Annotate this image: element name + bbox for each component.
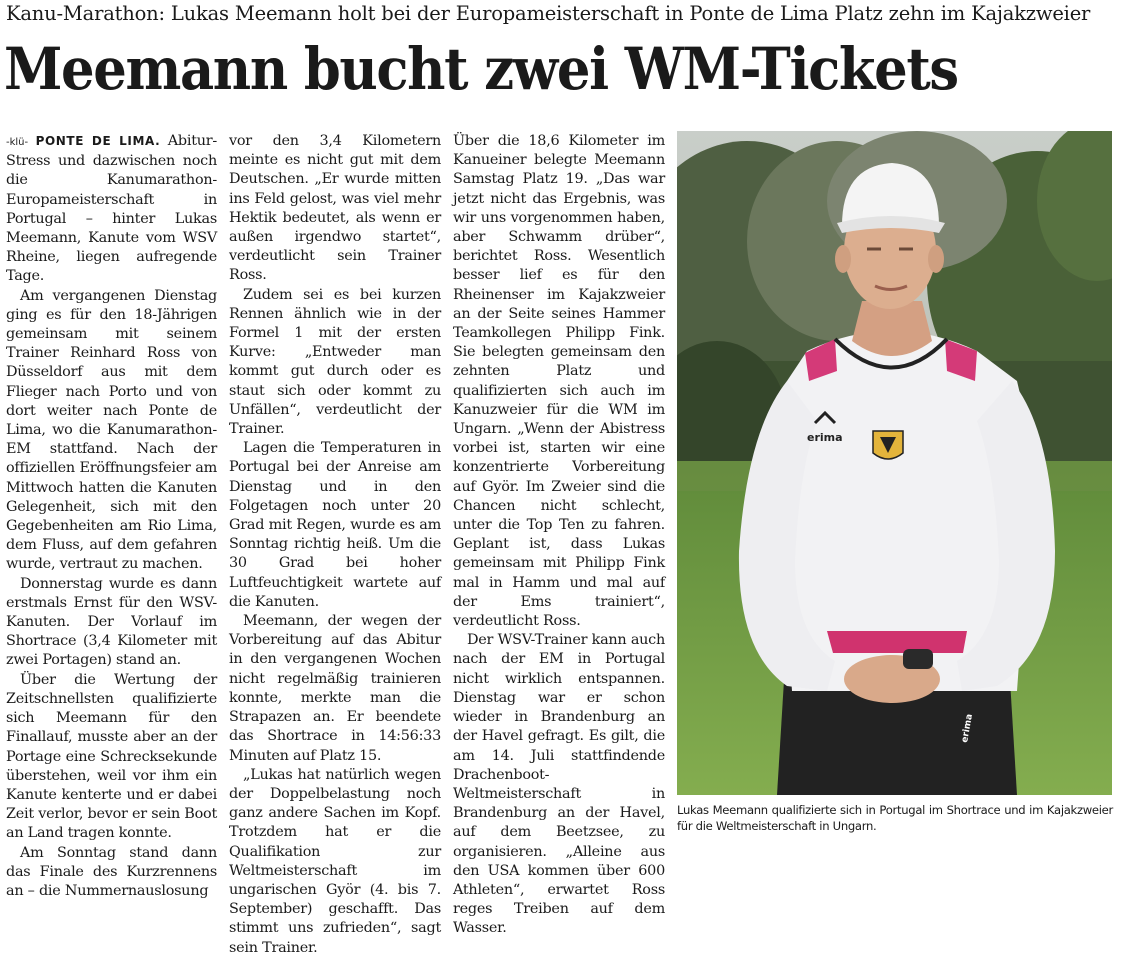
paragraph: vor den 3,4 Kilometern meinte es nicht gut mit dem Deutschen. „Er wurde mitten ins Feld gelost, was viel mehr Hektik bedeutet, als wenn er außen irgendwo startet“, verdeutlicht sein Trainer Ross. — [229, 133, 441, 284]
article-kicker: Kanu-Marathon: Lukas Meemann holt bei der Europameisterschaft in Ponte de Lima Platz zehn im Kajakzweier — [6, 2, 1091, 25]
paragraph: Meemann, der wegen der Vorbereitung auf das Abitur in den vergangenen Wochen nicht regelmäßig trainieren konnte, merkte man die Strapazen an. Er beendete das Shortrace in 14:56:33 Minuten auf Platz 15. — [229, 613, 441, 764]
article-headline: Meemann bucht zwei WM-Tickets — [4, 35, 958, 103]
photo-caption: Lukas Meemann qualifizierte sich in Portugal im Shortrace und im Kajakzweier für die Weltmeisterschaft in Ungarn. — [677, 803, 1113, 833]
text-column-3 — [453, 132, 665, 939]
paragraph: Über die 18,6 Kilometer im Kanueiner belegte Meemann Samstag Platz 19. „Das war jetzt nicht das Ergebnis, was wir uns vorgenommen haben, aber Schwamm drüber“, berichtet Ross. Wesentlich besser lief es für den Rheinenser im Kajakzweier an der Seite seines Hammer Teamkollegen Philipp Fink. Sie belegten gemeinsam den zehnten Platz und qualifizierten sich auch im Kanuzweier für die WM im Ungarn. „Wenn der Abistress vorbei ist, starten wir eine konzentrierte Vorbereitung auf Györ. Im Zweier sind die Chancen nicht schlecht, unter die Top Ten zu fahren. Geplant ist, dass Lukas gemeinsam mit Philipp Fink mal in Hamm und mal auf der Ems trainiert“, verdeutlicht Ross. — [453, 133, 665, 630]
paragraph: Der WSV-Trainer kann auch nach der EM in Portugal nicht wirklich entspannen. Dienstag war er schon wieder in Brandenburg an der Havel gefragt. Es gilt, die am 14. Juli stattfindende Drachenboot-Weltmeisterschaft in Brandenburg an der Havel, auf dem Beetzsee, zu organisieren. „Alleine aus den USA kommen über 600 Athleten“, erwartet Ross reges Treiben auf dem Wasser. — [453, 632, 665, 937]
text-column-1 — [6, 132, 217, 901]
paragraph: Lagen die Temperaturen in Portugal bei der Anreise am Dienstag und in den Folgetagen noch unter 20 Grad mit Regen, wurde es am Sonntag richtig heiß. Um die 30 Grad bei hoher Luftfeuchtigkeit wartete auf die Kanuten. — [229, 440, 441, 610]
paragraph — [6, 132, 217, 287]
dateline: PONTE DE LIMA. — [35, 134, 161, 148]
paragraph: Am vergangenen Dienstag ging es für den 18-Jährigen gemeinsam mit seinem Trainer Reinhard Ross von Düsseldorf aus mit dem Flieger nach Porto und von dort weiter nach Ponte de Lima, wo die Kanumarathon-EM stattfand. Nach der offiziellen Eröffnungsfeier am Mittwoch hatten die Kanuten Gelegenheit, sich mit den Gegebenheiten am Rio Lima, dem Fluss, auf dem gefahren wurde, vertraut zu machen. — [6, 287, 217, 573]
paragraph-text: Abitur-Stress und dazwischen noch die Kanumarathon-Europameisterschaft in Portugal – hinter Lukas Meemann, Kanute vom WSV Rheine, liegen aufregende Tage. — [6, 133, 217, 285]
byline: -klü- — [6, 137, 29, 148]
paragraph: „Lukas hat natürlich wegen der Doppelbelastung noch ganz andere Sachen im Kopf. Trotzdem hat er die Qualifikation zur Weltmeisterschaft im ungarischen Györ (4. bis 7. September) geschafft. Das stimmt uns zufrieden“, sagt sein Trainer. — [229, 766, 441, 956]
shirt-brand-label: erima — [807, 431, 843, 444]
paragraph: Donnerstag wurde es dann erstmals Ernst für den WSV-Kanuten. Der Vorlauf im Shortrace (3,4 Kilometer mit zwei Portagen) stand an. — [6, 575, 217, 669]
paragraph: Zudem sei es bei kurzen Rennen ähnlich wie in der Formel 1 mit der ersten Kurve: „Entweder man kommt gut durch oder es staut sich oder kommt zu Unfällen“, verdeutlicht der Trainer. — [229, 286, 441, 438]
athlete-illustration — [677, 131, 1112, 795]
shorts-brand-label: erima — [960, 713, 976, 744]
paragraph: Am Sonntag stand dann das Finale des Kurzrennens an – die Nummernauslosung — [6, 844, 217, 899]
paragraph: Über die Wertung der Zeitschnellsten qualifizierte sich Meemann für den Finallauf, musste aber an der Portage eine Schrecksekunde überstehen, weil vor ihm ein Kanute kenterte und er dabei Zeit verlor, bevor er sein Boot an Land tragen konnte. — [6, 671, 217, 842]
text-column-2 — [229, 132, 441, 958]
athlete-photo — [677, 131, 1112, 795]
